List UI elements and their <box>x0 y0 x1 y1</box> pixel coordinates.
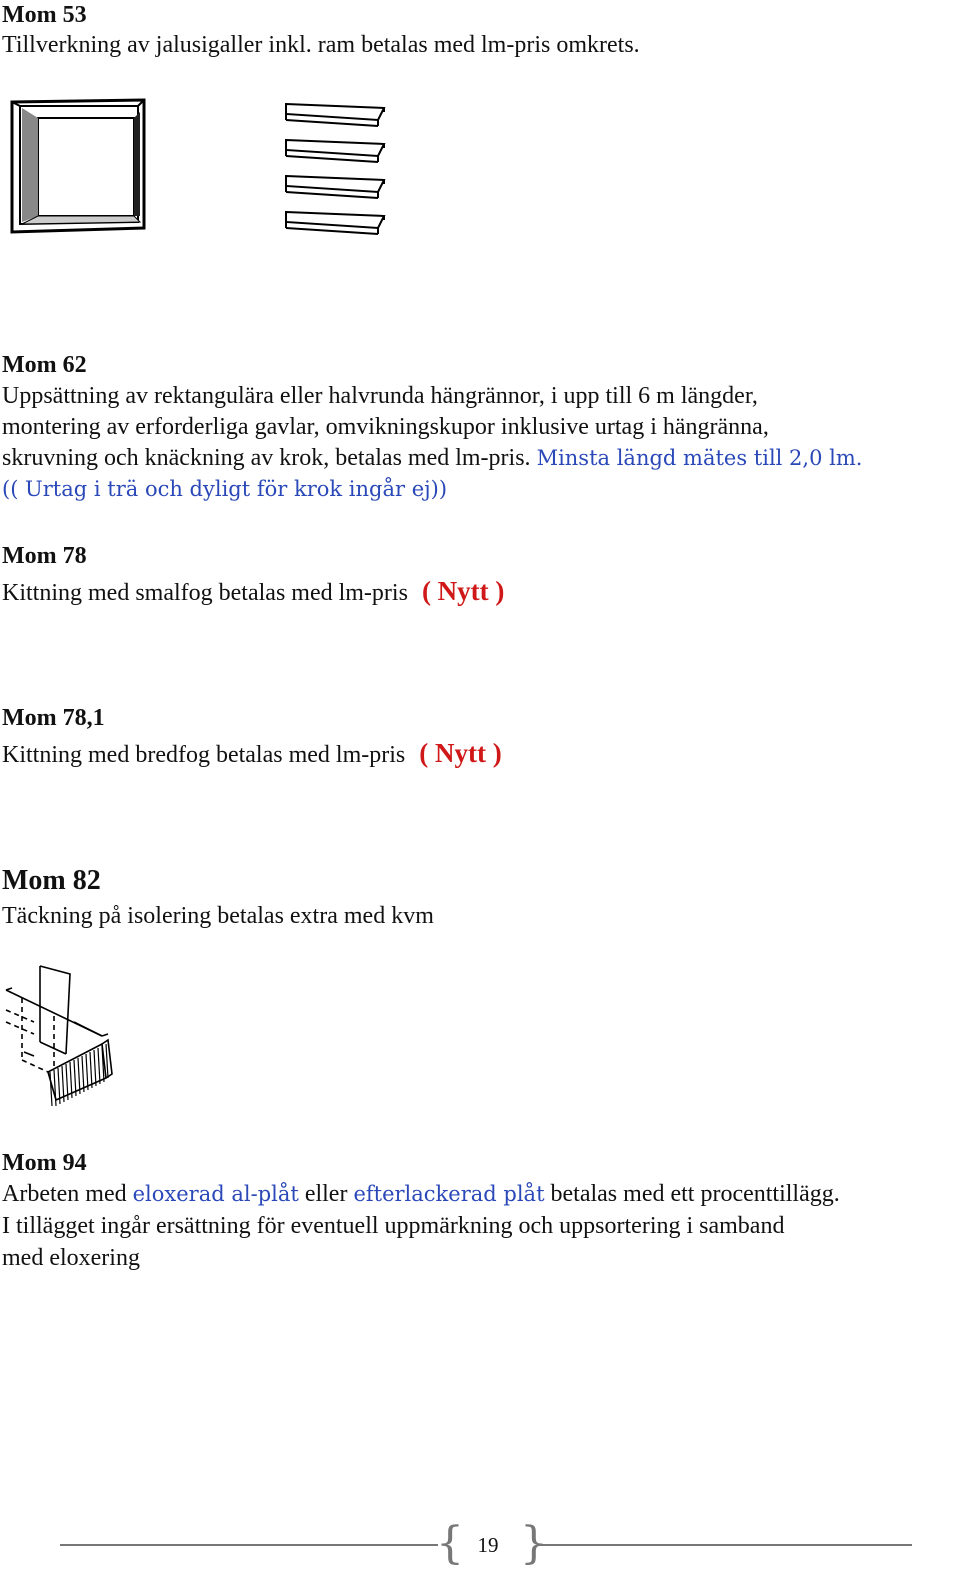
mom-62-heading: Mom 62 <box>2 352 87 378</box>
mom-78-1-text: Kittning med bredfog betalas med lm-pris <box>2 742 406 768</box>
mom-94-lacquered-material: efterlackerad plåt <box>353 1182 545 1206</box>
mom-94-anodized-material: eloxerad al-plåt <box>132 1182 299 1206</box>
mom-62-line-4 <box>2 474 447 504</box>
page-number: 19 <box>477 1533 499 1557</box>
mom-82-text: Täckning på isolering betalas extra med kvm <box>2 903 434 929</box>
mom-82-heading: Mom 82 <box>2 865 101 896</box>
mom-78-heading: Mom 78 <box>2 543 87 569</box>
mom-62-excluded-note: (( Urtag i trä och dyligt för krok ingår ej)) <box>2 477 448 501</box>
mom-53-text: Tillverkning av jalusigaller inkl. ram betalas med lm-pris omkrets. <box>2 32 640 58</box>
mom-78-1-line <box>2 738 502 770</box>
grille-frame-illustration <box>8 96 152 236</box>
footer-rule-left <box>60 1544 438 1546</box>
footer-right-brace: } <box>520 1518 548 1569</box>
insulation-covering-illustration <box>4 960 114 1112</box>
mom-53-heading: Mom 53 <box>2 2 87 28</box>
mom-78-line <box>2 576 504 608</box>
mom-94-heading: Mom 94 <box>2 1150 87 1176</box>
mom-62-line-3-text: skruvning och knäckning av krok, betalas med lm-pris. <box>2 445 531 471</box>
mom-94-line-1-start: Arbeten med <box>2 1181 127 1207</box>
mom-94-line-2: I tillägget ingår ersättning för eventuell uppmärkning och uppsortering i samband <box>2 1213 785 1239</box>
mom-78-text: Kittning med smalfog betalas med lm-pris <box>2 580 408 606</box>
mom-94-line-1 <box>2 1179 840 1209</box>
mom-62-line-1: Uppsättning av rektangulära eller halvrunda hängrännor, i upp till 6 m längder, <box>2 383 758 409</box>
mom-62-line-2: montering av erforderliga gavlar, omvikningskupor inklusive urtag i hängränna, <box>2 414 769 440</box>
mom-94-line-1-or: eller <box>304 1181 348 1207</box>
mom-62-line-3 <box>2 443 862 473</box>
mom-78-1-heading: Mom 78,1 <box>2 705 105 731</box>
mom-78-1-new-badge: ( Nytt ) <box>419 738 502 768</box>
mom-62-minimum-length-note: Minsta längd mätes till 2,0 lm. <box>536 446 863 470</box>
louvre-slats-illustration <box>282 98 392 240</box>
mom-78-new-badge: ( Nytt ) <box>421 576 505 606</box>
mom-94-line-1-end: betalas med ett procenttillägg. <box>550 1181 840 1207</box>
mom-94-line-3: med eloxering <box>2 1245 140 1271</box>
footer-left-brace: { <box>436 1518 464 1569</box>
footer-rule-right <box>540 1544 912 1546</box>
